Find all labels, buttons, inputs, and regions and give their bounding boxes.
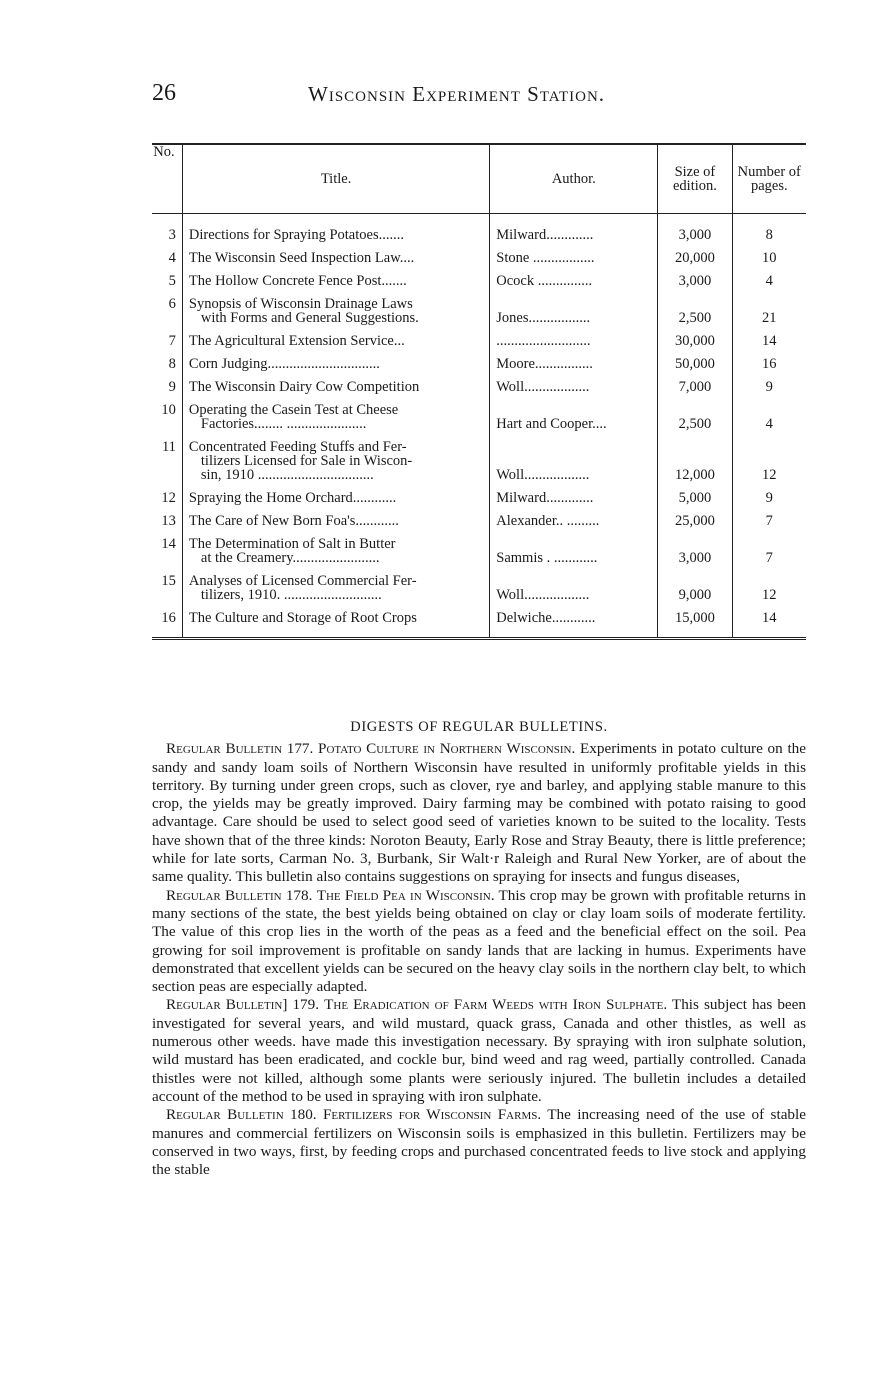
- row-size: 2,500: [658, 399, 732, 436]
- digests-section: [152, 718, 806, 1179]
- row-author: Milward.............: [490, 214, 658, 248]
- column-header-no: No.: [152, 144, 182, 214]
- row-size: 3,000: [658, 533, 732, 570]
- row-title: [182, 487, 489, 510]
- row-title-line: Synopsis of Wisconsin Drainage Laws: [188, 296, 413, 312]
- row-pages: 7: [732, 510, 806, 533]
- digests-heading: DIGESTS OF REGULAR BULLETINS.: [350, 719, 608, 735]
- row-title-line: tilizers Licensed for Sale in Wiscon-: [200, 453, 413, 469]
- table-row: [152, 270, 806, 293]
- row-size: 5,000: [658, 487, 732, 510]
- row-pages: 14: [732, 330, 806, 353]
- bulletin-label: Regular Bulletin 178.: [166, 886, 313, 904]
- row-pages: 8: [732, 214, 806, 248]
- table-row: [152, 353, 806, 376]
- row-size: 9,000: [658, 570, 732, 607]
- row-number: 16: [152, 607, 182, 639]
- bulletin-digest: [152, 1106, 806, 1179]
- row-title: [182, 607, 489, 639]
- bulletin-text: The increasing need of the use of stable manures and commercial fertilizers on Wisconsin soils is emphasized in this bulletin. Fertilizers may be conserved in two ways, first, by feeding crops and purchased concentrated feeds to live stock and applying the stable: [152, 1106, 806, 1179]
- row-title-line: Corn Judging...............................: [188, 356, 380, 372]
- row-author: Ocock ...............: [490, 270, 658, 293]
- row-title-line: with Forms and General Suggestions.: [200, 310, 419, 326]
- table-row: [152, 214, 806, 248]
- row-number: 5: [168, 273, 176, 289]
- bulletin-text: Experiments in potato culture on the sandy and sandy loam soils of Northern Wisconsin have resulted in uniformly profitable yields in this territory. By turning under green crops, such as clover, rye and barley, and applying stable manure to this crop, the yields may be greatly improved. Dairy farming may be combined with potato raising to good advantage. Care should be used to select good seed of varieties known to be suited to the locality. Tests have shown that of the three kinds: Noroton Beauty, Early Rose and Stray Beauty, there is little preference; while for late sorts, Carman No. 3, Burbank, Sir Walt·r Raleigh and Rural New Yorker, are of about the same quality. This bulletin also contains suggestions on spraying for insects and fungus diseases,: [152, 740, 807, 886]
- row-author: Sammis . ............: [490, 533, 658, 570]
- row-pages: 14: [732, 607, 806, 639]
- row-author: ..........................: [490, 330, 658, 353]
- running-head: Wisconsin Experiment Station.: [308, 82, 606, 106]
- row-title-line: The Care of New Born Foa's............: [188, 513, 399, 529]
- row-title: [182, 570, 489, 607]
- row-number: 15: [161, 573, 176, 589]
- bulletin-label: Regular Bulletin 180.: [166, 1106, 317, 1124]
- bulletin-text: This crop may be grown with profitable returns in many sections of the state, the best yields being obtained on clay or clay loam soils of moderate fertility. The value of this crop lies in the worth of the peas as a feed and the beneficial effect on the soil. Pea growing for soil improvement is profitable on sandy lands that are lacking in humus. Experiments have demonstrated that excellent yields can be secured on the heavy clay soils in the northern clay belt, to which section peas are especially adapted.: [152, 886, 806, 996]
- page-number: 26: [152, 80, 176, 106]
- bulletin-digest: [152, 996, 806, 1106]
- row-pages: 4: [732, 270, 806, 293]
- table-header-row: [152, 144, 806, 214]
- digests-body: [152, 740, 806, 1179]
- row-number: 6: [168, 296, 176, 312]
- row-title-line: sin, 1910 ................................: [200, 467, 374, 483]
- row-size: 3,000: [658, 270, 732, 293]
- row-pages: 7: [732, 533, 806, 570]
- row-title-line: The Wisconsin Dairy Cow Competition: [188, 379, 420, 395]
- row-author: Jones.................: [490, 293, 658, 330]
- table-row: [152, 247, 806, 270]
- row-number: 10: [161, 402, 176, 418]
- row-title-line: Directions for Spraying Potatoes.......: [188, 227, 404, 243]
- row-size: 12,000: [658, 436, 732, 487]
- row-author: Woll..................: [490, 436, 658, 487]
- bulletin-table: [152, 143, 806, 640]
- row-size: 7,000: [658, 376, 732, 399]
- row-title: [182, 510, 489, 533]
- row-pages: 12: [732, 570, 806, 607]
- row-size: 50,000: [658, 353, 732, 376]
- row-title-line: The Hollow Concrete Fence Post.......: [188, 273, 407, 289]
- row-size: 30,000: [658, 330, 732, 353]
- row-title: [182, 376, 489, 399]
- row-title-line: Spraying the Home Orchard............: [188, 490, 397, 506]
- row-pages: 16: [732, 353, 806, 376]
- column-header-title: Title.: [182, 144, 489, 214]
- row-title-line: The Agricultural Extension Service...: [188, 333, 405, 349]
- row-number: 3: [168, 227, 176, 243]
- table-row: [152, 376, 806, 399]
- row-pages: 21: [732, 293, 806, 330]
- row-title: [182, 214, 489, 248]
- row-pages: 4: [732, 399, 806, 436]
- bulletin-subject: The Field Pea in Wisconsin.: [316, 886, 495, 904]
- bulletin-label: Regular Bulletin] 179.: [166, 996, 320, 1014]
- row-pages: 9: [732, 376, 806, 399]
- row-size: 25,000: [658, 510, 732, 533]
- bulletin-label: Regular Bulletin 177.: [166, 740, 314, 758]
- row-number: 11: [161, 439, 176, 455]
- bulletin-subject: Fertilizers for Wisconsin Farms.: [322, 1106, 542, 1124]
- row-author: Hart and Cooper....: [490, 399, 658, 436]
- row-title: [182, 533, 489, 570]
- row-title: [182, 293, 489, 330]
- row-author: Stone .................: [490, 247, 658, 270]
- row-author: Alexander.. .........: [490, 510, 658, 533]
- row-title: [182, 353, 489, 376]
- row-size: 2,500: [658, 293, 732, 330]
- row-number: 8: [168, 356, 176, 372]
- column-header-author: Author.: [490, 144, 658, 214]
- row-number: 12: [161, 490, 176, 506]
- row-pages: 9: [732, 487, 806, 510]
- row-number: 13: [161, 513, 176, 529]
- row-title-line: at the Creamery........................: [200, 550, 380, 566]
- row-author: Woll..................: [490, 376, 658, 399]
- row-title: [182, 399, 489, 436]
- bulletin-subject: Potato Culture in Northern Wisconsin.: [318, 740, 576, 758]
- row-title: [182, 330, 489, 353]
- table-row: [152, 399, 806, 436]
- bulletin-text: This subject has been investigated for several years, and wild mustard, quack grass, Canada and other thistles, as well as numerous other weeds. have made this investigation necessary. By spraying with iron sulphate solution, wild mustard has been eradicated, and cockle bur, bind weed and rag weed, partially controlled. Canada thistles were not killed, although some plants were seriously injured. The bulletin includes a detailed account of the method to be used in spraying with iron sulphate.: [152, 996, 807, 1105]
- row-number: 9: [168, 379, 176, 395]
- row-title-line: tilizers, 1910. ...........................: [200, 587, 382, 603]
- row-size: 15,000: [658, 607, 732, 639]
- table-row: [152, 570, 806, 607]
- row-number: 14: [161, 536, 176, 552]
- row-author: Delwiche............: [490, 607, 658, 639]
- table-row: [152, 607, 806, 639]
- table-body: [152, 214, 806, 639]
- table-row: [152, 293, 806, 330]
- row-title-line: Operating the Casein Test at Cheese: [188, 402, 399, 418]
- row-number: 4: [168, 250, 176, 266]
- table-row: [152, 510, 806, 533]
- bulletin-digest: [152, 740, 806, 886]
- table-row: [152, 533, 806, 570]
- table-row: [152, 330, 806, 353]
- table-row: [152, 436, 806, 487]
- row-title-line: Factories........ ......................: [200, 416, 367, 432]
- row-author: Woll..................: [490, 570, 658, 607]
- page-header: [152, 78, 806, 112]
- table-row: [152, 487, 806, 510]
- row-pages: 10: [732, 247, 806, 270]
- row-size: 3,000: [658, 214, 732, 248]
- column-header-pages: Number of pages.: [732, 144, 806, 214]
- row-title-line: Concentrated Feeding Stuffs and Fer-: [188, 439, 407, 455]
- row-number: 7: [168, 333, 176, 349]
- bulletin-digest: [152, 887, 806, 997]
- row-author: Moore................: [490, 353, 658, 376]
- row-title: [182, 270, 489, 293]
- row-title-line: The Determination of Salt in Butter: [188, 536, 396, 552]
- row-author: Milward.............: [490, 487, 658, 510]
- row-title: [182, 247, 489, 270]
- row-title-line: Analyses of Licensed Commercial Fer-: [188, 573, 417, 589]
- row-title-line: The Culture and Storage of Root Crops: [188, 610, 417, 626]
- row-title: [182, 436, 489, 487]
- row-size: 20,000: [658, 247, 732, 270]
- column-header-size: Size of edition.: [658, 144, 732, 214]
- row-pages: 12: [732, 436, 806, 487]
- row-title-line: The Wisconsin Seed Inspection Law....: [188, 250, 415, 266]
- bulletin-subject: The Eradication of Farm Weeds with Iron Sulphate.: [324, 996, 668, 1014]
